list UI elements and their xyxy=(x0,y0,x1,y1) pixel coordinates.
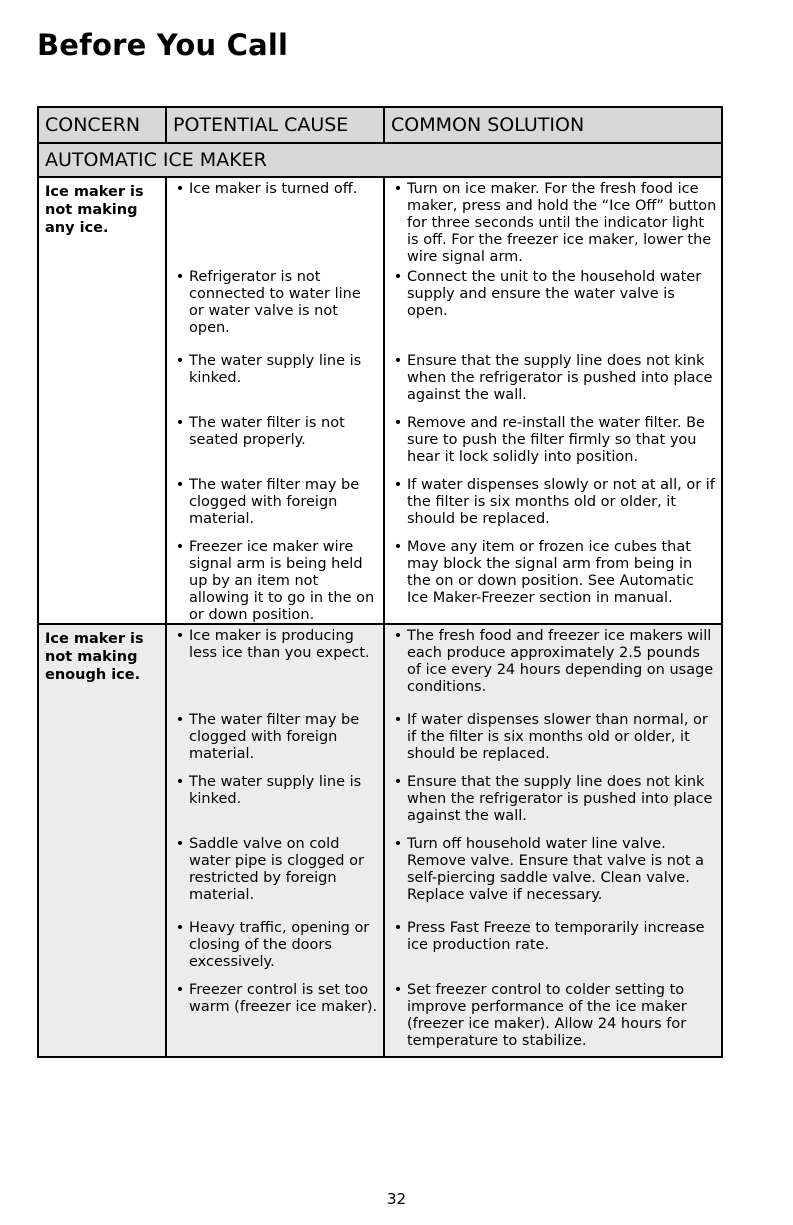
bullet-icon: • xyxy=(175,982,185,998)
potential-cause-cell xyxy=(167,178,385,266)
common-solution-cell xyxy=(385,412,721,474)
bullet-icon: • xyxy=(175,269,185,285)
cause-text: Freezer ice maker wire signal arm is being held up by an item not allowing it to go in the on or down position. xyxy=(189,539,375,623)
bullet-icon: • xyxy=(175,415,185,431)
bullet-item xyxy=(171,477,379,528)
table-row xyxy=(167,350,721,412)
table-row xyxy=(167,266,721,350)
solution-text: Turn off household water line valve. Remove valve. Ensure that valve is not a self-piercing saddle valve. Clean valve. Replace valve if necessary. xyxy=(407,836,705,903)
bullet-icon: • xyxy=(393,920,403,936)
common-solution-cell xyxy=(385,709,721,771)
bullet-icon: • xyxy=(175,836,185,852)
potential-cause-cell xyxy=(167,709,385,771)
bullet-item xyxy=(171,539,379,624)
bullet-icon: • xyxy=(175,353,185,369)
common-solution-cell xyxy=(385,771,721,833)
section-heading: AUTOMATIC ICE MAKER xyxy=(39,144,721,178)
bullet-item xyxy=(389,628,717,696)
bullet-icon: • xyxy=(175,181,185,197)
potential-cause-cell xyxy=(167,917,385,979)
cause-text: The water supply line is kinked. xyxy=(189,774,362,807)
common-solution-cell xyxy=(385,833,721,917)
bullet-item xyxy=(171,982,379,1016)
common-solution-cell xyxy=(385,350,721,412)
page-number: 32 xyxy=(386,1190,407,1208)
bullet-item xyxy=(171,181,379,198)
bullet-icon: • xyxy=(393,415,403,431)
cause-text: Saddle valve on cold water pipe is clogged or restricted by foreign material. xyxy=(189,836,364,903)
bullet-icon: • xyxy=(393,539,403,555)
bullet-icon: • xyxy=(393,353,403,369)
bullet-icon: • xyxy=(175,712,185,728)
bullet-item xyxy=(389,712,717,763)
potential-cause-cell xyxy=(167,412,385,474)
header-common-solution: COMMON SOLUTION xyxy=(391,114,585,136)
bullet-icon: • xyxy=(393,269,403,285)
common-solution-cell xyxy=(385,266,721,350)
bullet-icon: • xyxy=(175,477,185,493)
solution-text: Set freezer control to colder setting to improve performance of the ice maker (freezer ice maker). Allow 24 hours for temperature to stabilize. xyxy=(407,982,687,1049)
cause-text: Refrigerator is not connected to water line or water valve is not open. xyxy=(189,269,361,336)
bullet-icon: • xyxy=(393,712,403,728)
solution-text: Ensure that the supply line does not kink when the refrigerator is pushed into place against the wall. xyxy=(407,774,713,824)
cause-text: Ice maker is producing less ice than you expect. xyxy=(189,628,370,661)
bullet-item xyxy=(389,774,717,825)
potential-cause-cell xyxy=(167,266,385,350)
solution-text: Press Fast Freeze to temporarily increase ice production rate. xyxy=(407,920,705,953)
solution-text: Move any item or frozen ice cubes that may block the signal arm from being in the on or down position. See Automatic Ice Maker-Freezer section in manual. xyxy=(407,539,694,606)
concern-block xyxy=(39,178,721,625)
solution-text: Ensure that the supply line does not kink when the refrigerator is pushed into place against the wall. xyxy=(407,353,713,403)
bullet-item xyxy=(171,774,379,808)
potential-cause-cell xyxy=(167,350,385,412)
solution-text: If water dispenses slower than normal, or if the filter is six months old or older, it should be replaced. xyxy=(407,712,708,762)
bullet-item xyxy=(171,269,379,337)
cause-text: Ice maker is turned off. xyxy=(189,181,358,197)
bullet-item xyxy=(171,628,379,662)
bullet-item xyxy=(171,836,379,904)
bullet-icon: • xyxy=(175,920,185,936)
common-solution-cell xyxy=(385,625,721,709)
bullet-item xyxy=(389,181,717,266)
potential-cause-cell xyxy=(167,979,385,1056)
potential-cause-cell xyxy=(167,474,385,536)
bullet-item xyxy=(389,539,717,607)
bullet-item xyxy=(171,920,379,971)
solution-text: If water dispenses slowly or not at all, or if the filter is six months old or older, it should be replaced. xyxy=(407,477,715,527)
concern-block xyxy=(39,625,721,1056)
concern-label: Ice maker is not making any ice. xyxy=(39,178,167,623)
table-row xyxy=(167,536,721,623)
cause-text: Freezer control is set too warm (freezer ice maker). xyxy=(189,982,378,1015)
solution-text: Connect the unit to the household water supply and ensure the water valve is open. xyxy=(407,269,702,319)
bullet-item xyxy=(389,477,717,528)
cause-text: The water filter may be clogged with foreign material. xyxy=(189,477,360,527)
bullet-icon: • xyxy=(393,982,403,998)
table-row xyxy=(167,771,721,833)
potential-cause-cell xyxy=(167,536,385,623)
common-solution-cell xyxy=(385,536,721,623)
bullet-icon: • xyxy=(393,774,403,790)
table-row xyxy=(167,412,721,474)
bullet-item xyxy=(171,415,379,449)
potential-cause-cell xyxy=(167,833,385,917)
page-title: Before You Call xyxy=(37,28,289,62)
common-solution-cell xyxy=(385,979,721,1056)
cause-text: The water filter may be clogged with foreign material. xyxy=(189,712,360,762)
cause-text: The water supply line is kinked. xyxy=(189,353,362,386)
bullet-item xyxy=(389,982,717,1050)
table-row xyxy=(167,474,721,536)
bullet-item xyxy=(389,836,717,904)
bullet-icon: • xyxy=(393,628,403,644)
bullet-item xyxy=(389,269,717,320)
bullet-item xyxy=(389,920,717,954)
solution-text: Turn on ice maker. For the fresh food ice maker, press and hold the “Ice Off” button for three seconds until the indicator light is off. For the freezer ice maker, lower the wire signal arm. xyxy=(407,181,717,265)
table-header xyxy=(39,108,721,144)
bullet-icon: • xyxy=(175,628,185,644)
potential-cause-cell xyxy=(167,625,385,709)
table-row xyxy=(167,709,721,771)
troubleshooting-table xyxy=(37,106,723,1058)
cause-text: Heavy traffic, opening or closing of the doors excessively. xyxy=(189,920,370,970)
table-row xyxy=(167,979,721,1056)
cause-text: The water filter is not seated properly. xyxy=(189,415,345,448)
common-solution-cell xyxy=(385,917,721,979)
cause-solution-list xyxy=(167,625,721,1056)
solution-text: Remove and re-install the water filter. Be sure to push the filter firmly so that you hear it lock solidly into position. xyxy=(407,415,705,465)
bullet-item xyxy=(389,415,717,466)
header-potential-cause: POTENTIAL CAUSE xyxy=(167,108,385,142)
concern-blocks xyxy=(39,178,721,1056)
bullet-icon: • xyxy=(175,539,185,555)
bullet-icon: • xyxy=(393,477,403,493)
bullet-icon: • xyxy=(175,774,185,790)
header-concern: CONCERN xyxy=(39,108,167,142)
table-row xyxy=(167,833,721,917)
table-row xyxy=(167,917,721,979)
potential-cause-cell xyxy=(167,771,385,833)
common-solution-cell xyxy=(385,474,721,536)
table-row xyxy=(167,178,721,266)
table-row xyxy=(167,625,721,709)
bullet-icon: • xyxy=(393,181,403,197)
bullet-icon: • xyxy=(393,836,403,852)
bullet-item xyxy=(171,712,379,763)
bullet-item xyxy=(389,353,717,404)
solution-text: The fresh food and freezer ice makers will each produce approximately 2.5 pounds of ice every 24 hours depending on usage conditions. xyxy=(407,628,714,695)
bullet-item xyxy=(171,353,379,387)
concern-label: Ice maker is not making enough ice. xyxy=(39,625,167,1056)
cause-solution-list xyxy=(167,178,721,623)
common-solution-cell xyxy=(385,178,721,266)
